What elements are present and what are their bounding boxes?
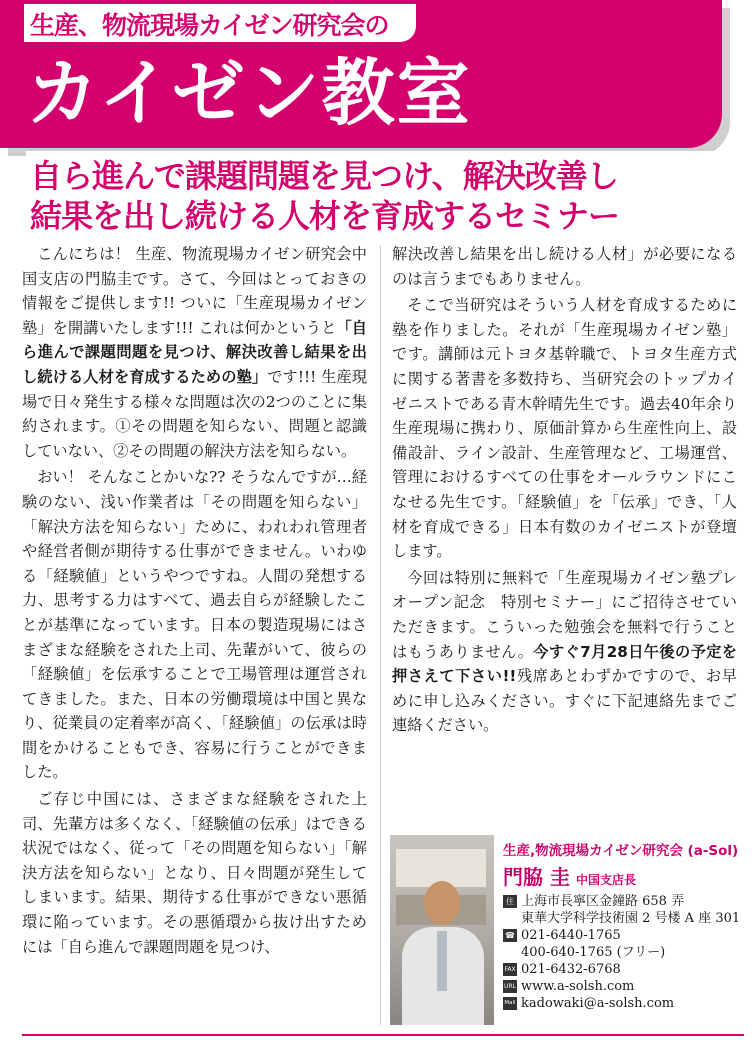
website-link[interactable]: www.a-solsh.com — [521, 979, 635, 994]
tagline-line-2: 結果を出し続ける人材を育成するセミナー — [30, 197, 620, 235]
phone-icon: ☎ — [503, 929, 517, 942]
paragraph-1-rest: です!!! 生産現場で日々発生する様々な問題は次の2つのことに集約されます。①その問題を知らない、問題と認識していない、②その問題の解決方法を知らない。 — [22, 367, 368, 460]
phone-row — [503, 927, 740, 961]
author-profile — [390, 835, 745, 1025]
article-column-right — [392, 242, 737, 735]
paragraph-6-rest: 残席あとわずかですので、お早めに申し込みください。すぐに下記連絡先までご連絡ください。 — [392, 667, 737, 735]
photo-tie — [437, 931, 447, 991]
paragraph-1 — [22, 242, 367, 463]
address-line-2: 東華大学科学技術園 2 号楼 A 座 301 — [521, 911, 741, 926]
paragraph-5: そこで当研究はそういう人材を育成するために塾を作りました。それが「生産現場カイゼン塾」です。講師は元トヨタ基幹職で、トヨタ生産方式に関する著書を多数持ち、当研究会のトップカイゼニストである青木幹晴先生です。過去40年余り生産現場に携わり、原価計算から生産性向上、設備設計、ライン設計、生産管理など、工場運営、管理におけるすべての仕事をオールラウンドにこなせる先生です。「経験値」を「伝承」でき、「人材を育成できる」日本有数のカイゼニストが登壇します。 — [392, 296, 737, 561]
page-title: カイゼン教室 — [26, 51, 472, 136]
mail-icon: Mail — [503, 997, 517, 1010]
url-icon: URL — [503, 980, 517, 993]
paragraph-4: 解決改善し結果を出し続ける人材」が必要になるのは言うまでもありません。 — [392, 245, 737, 288]
author-role: 中国支店長 — [575, 873, 636, 887]
paragraph-6-intro: 今回は特別に無料で「生産現場カイゼン塾プレオープン記念 特別セミナー」にご招待させていただきます。こういった勉強会を無料で行うことはもうありません。 — [392, 568, 737, 661]
column-divider — [380, 245, 381, 1025]
tagline — [26, 151, 728, 235]
phone-2: 400-640-1765 (フリー) — [521, 945, 666, 960]
address-row — [503, 893, 740, 927]
bottom-divider — [22, 1034, 744, 1036]
paragraph-2: おい！ そんなことかいな?? そうなんですが…経験のない、浅い作業者は「その問題を知らない」「解決方法を知らない」ために、われわれ管理者や経営者側が期待する仕事ができません。いわゆる「経験値」というやつですね。人間の発想する力、思考する力はすべて、過去自らが経験したことが基準になっています。日本の製造現場にはさまざまな経験をされた上司、先輩がいて、彼らの「経験値」を伝承することで工場管理は運営されてきました。また、日本の労働環境は中国と異なり、従業員の定着率が高く、「経験値」の伝承は時間をかけることもでき、容易に行うことができました。 — [22, 468, 367, 782]
author-name: 門脇 圭 — [503, 865, 570, 889]
email-link[interactable]: kadowaki@a-solsh.com — [521, 996, 675, 1011]
phone-1: 021-6440-1765 — [521, 928, 621, 943]
tagline-line-1: 自ら進んで課題問題を見つけ、解決改善し — [30, 157, 618, 195]
paragraph-1-intro: こんにちは！ 生産、物流現場カイゼン研究会中国支店の門脇圭です。さて、今回はとっておきの情報をご提供します!! ついに「生産現場カイゼン塾」を開講いたします!!! これは何かというと — [22, 245, 367, 337]
mail-row — [503, 995, 740, 1012]
address-line-1: 上海市長寧区金鐘路 658 弄 — [521, 894, 685, 909]
fax-number: 021-6432-6768 — [521, 962, 621, 977]
author-organization: 生産,物流現場カイゼン研究会 (a-Sol) — [503, 843, 739, 859]
header-banner — [0, 0, 722, 148]
contact-info — [503, 893, 740, 1012]
address-icon: 住 — [503, 895, 517, 908]
paragraph-1-highlight: 「自ら進んで課題問題を見つけ、解決改善し結果を出し続ける人材を育成するための塾」 — [22, 318, 367, 386]
fax-row — [503, 961, 740, 978]
author-photo — [390, 835, 494, 1025]
paragraph-3: ご存じ中国には、さまざまな経験をされた上司、先輩方は多くなく、「経験値の伝承」はできる状況ではなく、従って「その問題を知らない」「解決方法を知らない」となり、日々問題が発生してしまいます。結果、期待する仕事ができない悪循環に陥っています。その悪循環から抜け出すためには「自ら進んで課題問題を見つけ、 — [22, 790, 367, 956]
fax-icon: FAX — [503, 963, 517, 976]
paragraph-6-highlight: 今すぐ7月28日午後の予定を押さえて下さい!! — [392, 642, 737, 686]
header-subtitle: 生産、物流現場カイゼン研究会の — [30, 11, 389, 40]
paragraph-6 — [392, 566, 737, 738]
url-row — [503, 978, 740, 995]
author-name-line — [503, 861, 636, 890]
photo-head — [424, 881, 460, 925]
article-column-left — [22, 242, 367, 1032]
